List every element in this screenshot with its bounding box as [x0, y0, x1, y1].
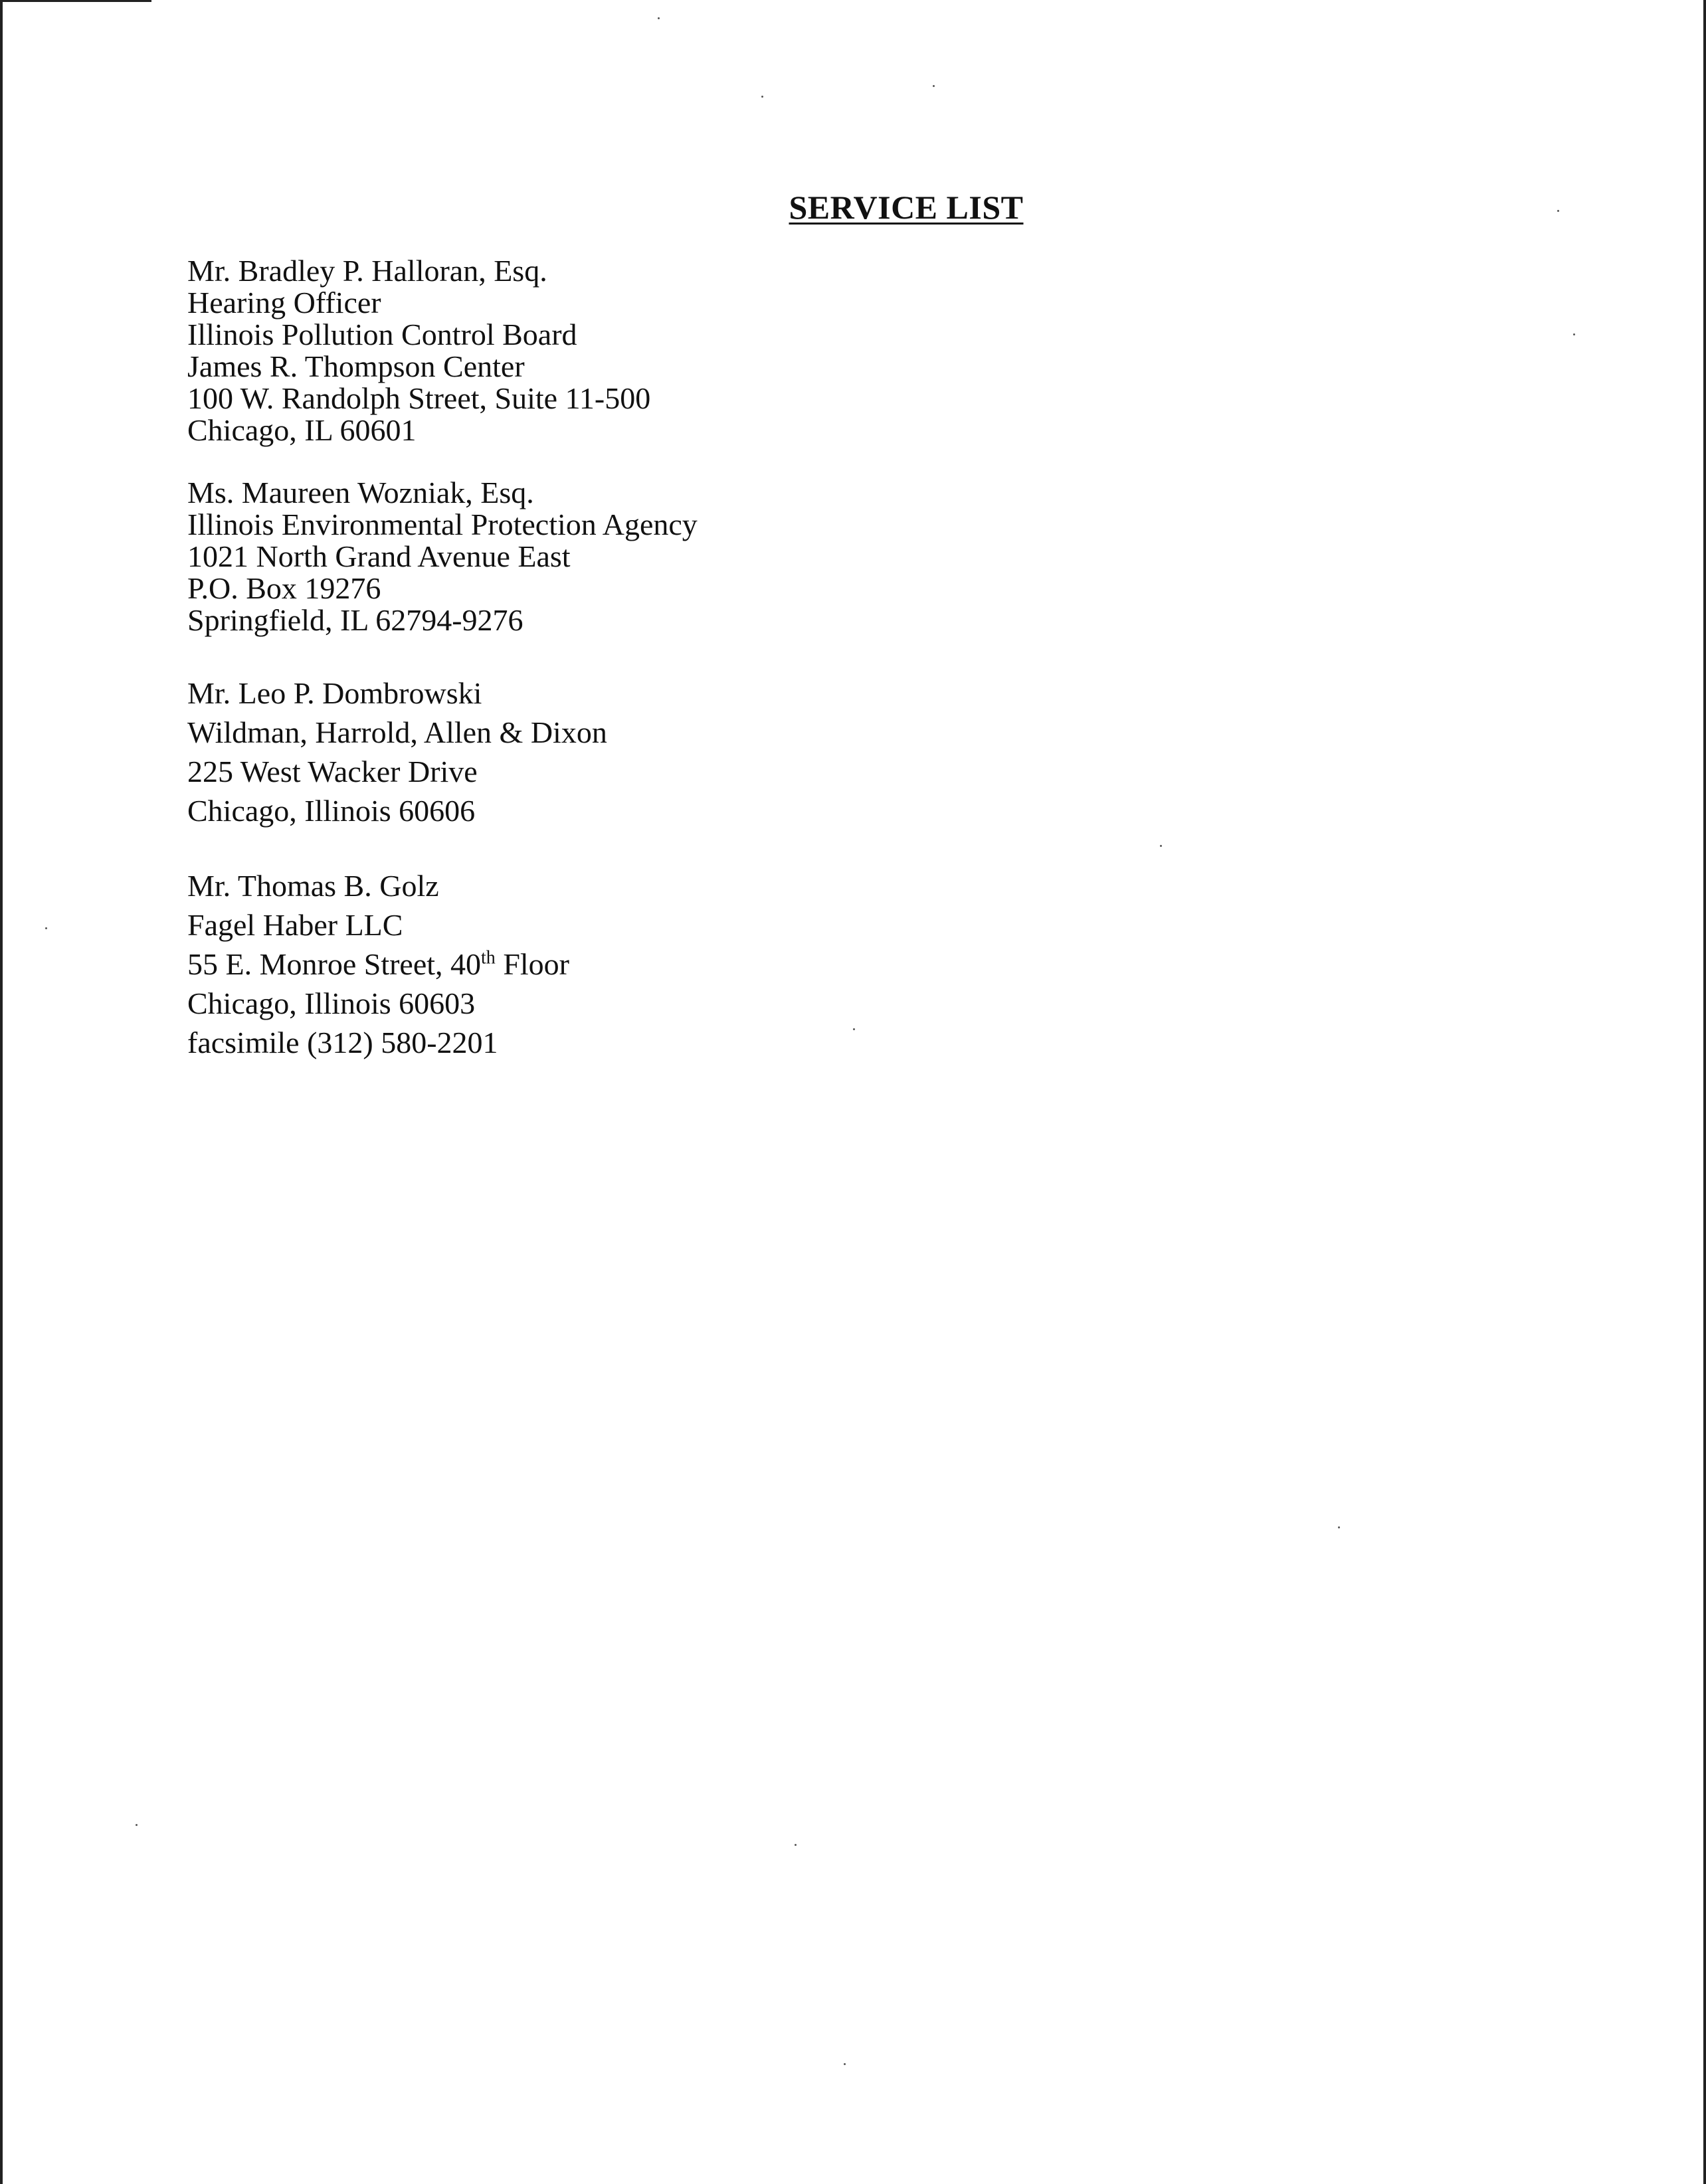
scan-speck	[844, 2063, 846, 2065]
scan-speck	[1338, 1526, 1340, 1528]
recipient-address-line: 100 W. Randolph Street, Suite 11-500	[187, 381, 651, 415]
recipient-block	[187, 477, 698, 636]
scan-speck	[795, 1844, 797, 1846]
scan-speck	[853, 1028, 855, 1030]
scan-speck	[1160, 845, 1162, 847]
recipient-fax: facsimile (312) 580-2201	[187, 1026, 498, 1059]
recipient-name: Mr. Thomas B. Golz	[187, 869, 439, 903]
recipient-block	[187, 674, 607, 830]
street-text: 55 E. Monroe Street, 40	[187, 947, 482, 981]
recipient-name: Ms. Maureen Wozniak, Esq.	[187, 476, 534, 509]
scan-edge-top	[0, 0, 151, 2]
recipient-city-line: Chicago, Illinois 60603	[187, 986, 476, 1020]
recipient-address-line: P.O. Box 19276	[187, 571, 381, 605]
recipient-address-line: 225 West Wacker Drive	[187, 755, 478, 788]
recipient-city-line: Springfield, IL 62794-9276	[187, 603, 523, 637]
recipient-organization: Fagel Haber LLC	[187, 908, 403, 942]
scan-speck	[933, 85, 935, 87]
recipient-title: Hearing Officer	[187, 286, 381, 319]
scan-speck	[658, 17, 660, 19]
recipient-block	[187, 866, 569, 1062]
recipient-organization: Illinois Environmental Protection Agency	[187, 507, 698, 541]
recipient-name: Mr. Bradley P. Halloran, Esq.	[187, 254, 547, 288]
recipient-name: Mr. Leo P. Dombrowski	[187, 676, 482, 710]
recipient-city-line: Chicago, Illinois 60606	[187, 794, 476, 828]
document-title: SERVICE LIST	[789, 189, 1024, 226]
recipient-address-line	[187, 945, 569, 984]
ordinal-suffix: th	[481, 947, 496, 968]
recipient-city-line: Chicago, IL 60601	[187, 413, 417, 447]
scan-speck	[45, 927, 47, 929]
floor-text: Floor	[495, 947, 569, 981]
scan-speck	[1557, 210, 1559, 212]
recipient-organization: Wildman, Harrold, Allen & Dixon	[187, 715, 607, 749]
scan-speck	[1573, 333, 1575, 335]
scan-speck	[761, 96, 763, 98]
recipient-organization: Illinois Pollution Control Board	[187, 318, 577, 351]
scan-speck	[136, 1824, 138, 1826]
scan-edge-right	[1703, 0, 1706, 2184]
recipient-address-line: James R. Thompson Center	[187, 349, 525, 383]
recipient-block	[187, 255, 650, 446]
scan-edge-left	[0, 0, 3, 2184]
recipient-address-line: 1021 North Grand Avenue East	[187, 539, 571, 573]
